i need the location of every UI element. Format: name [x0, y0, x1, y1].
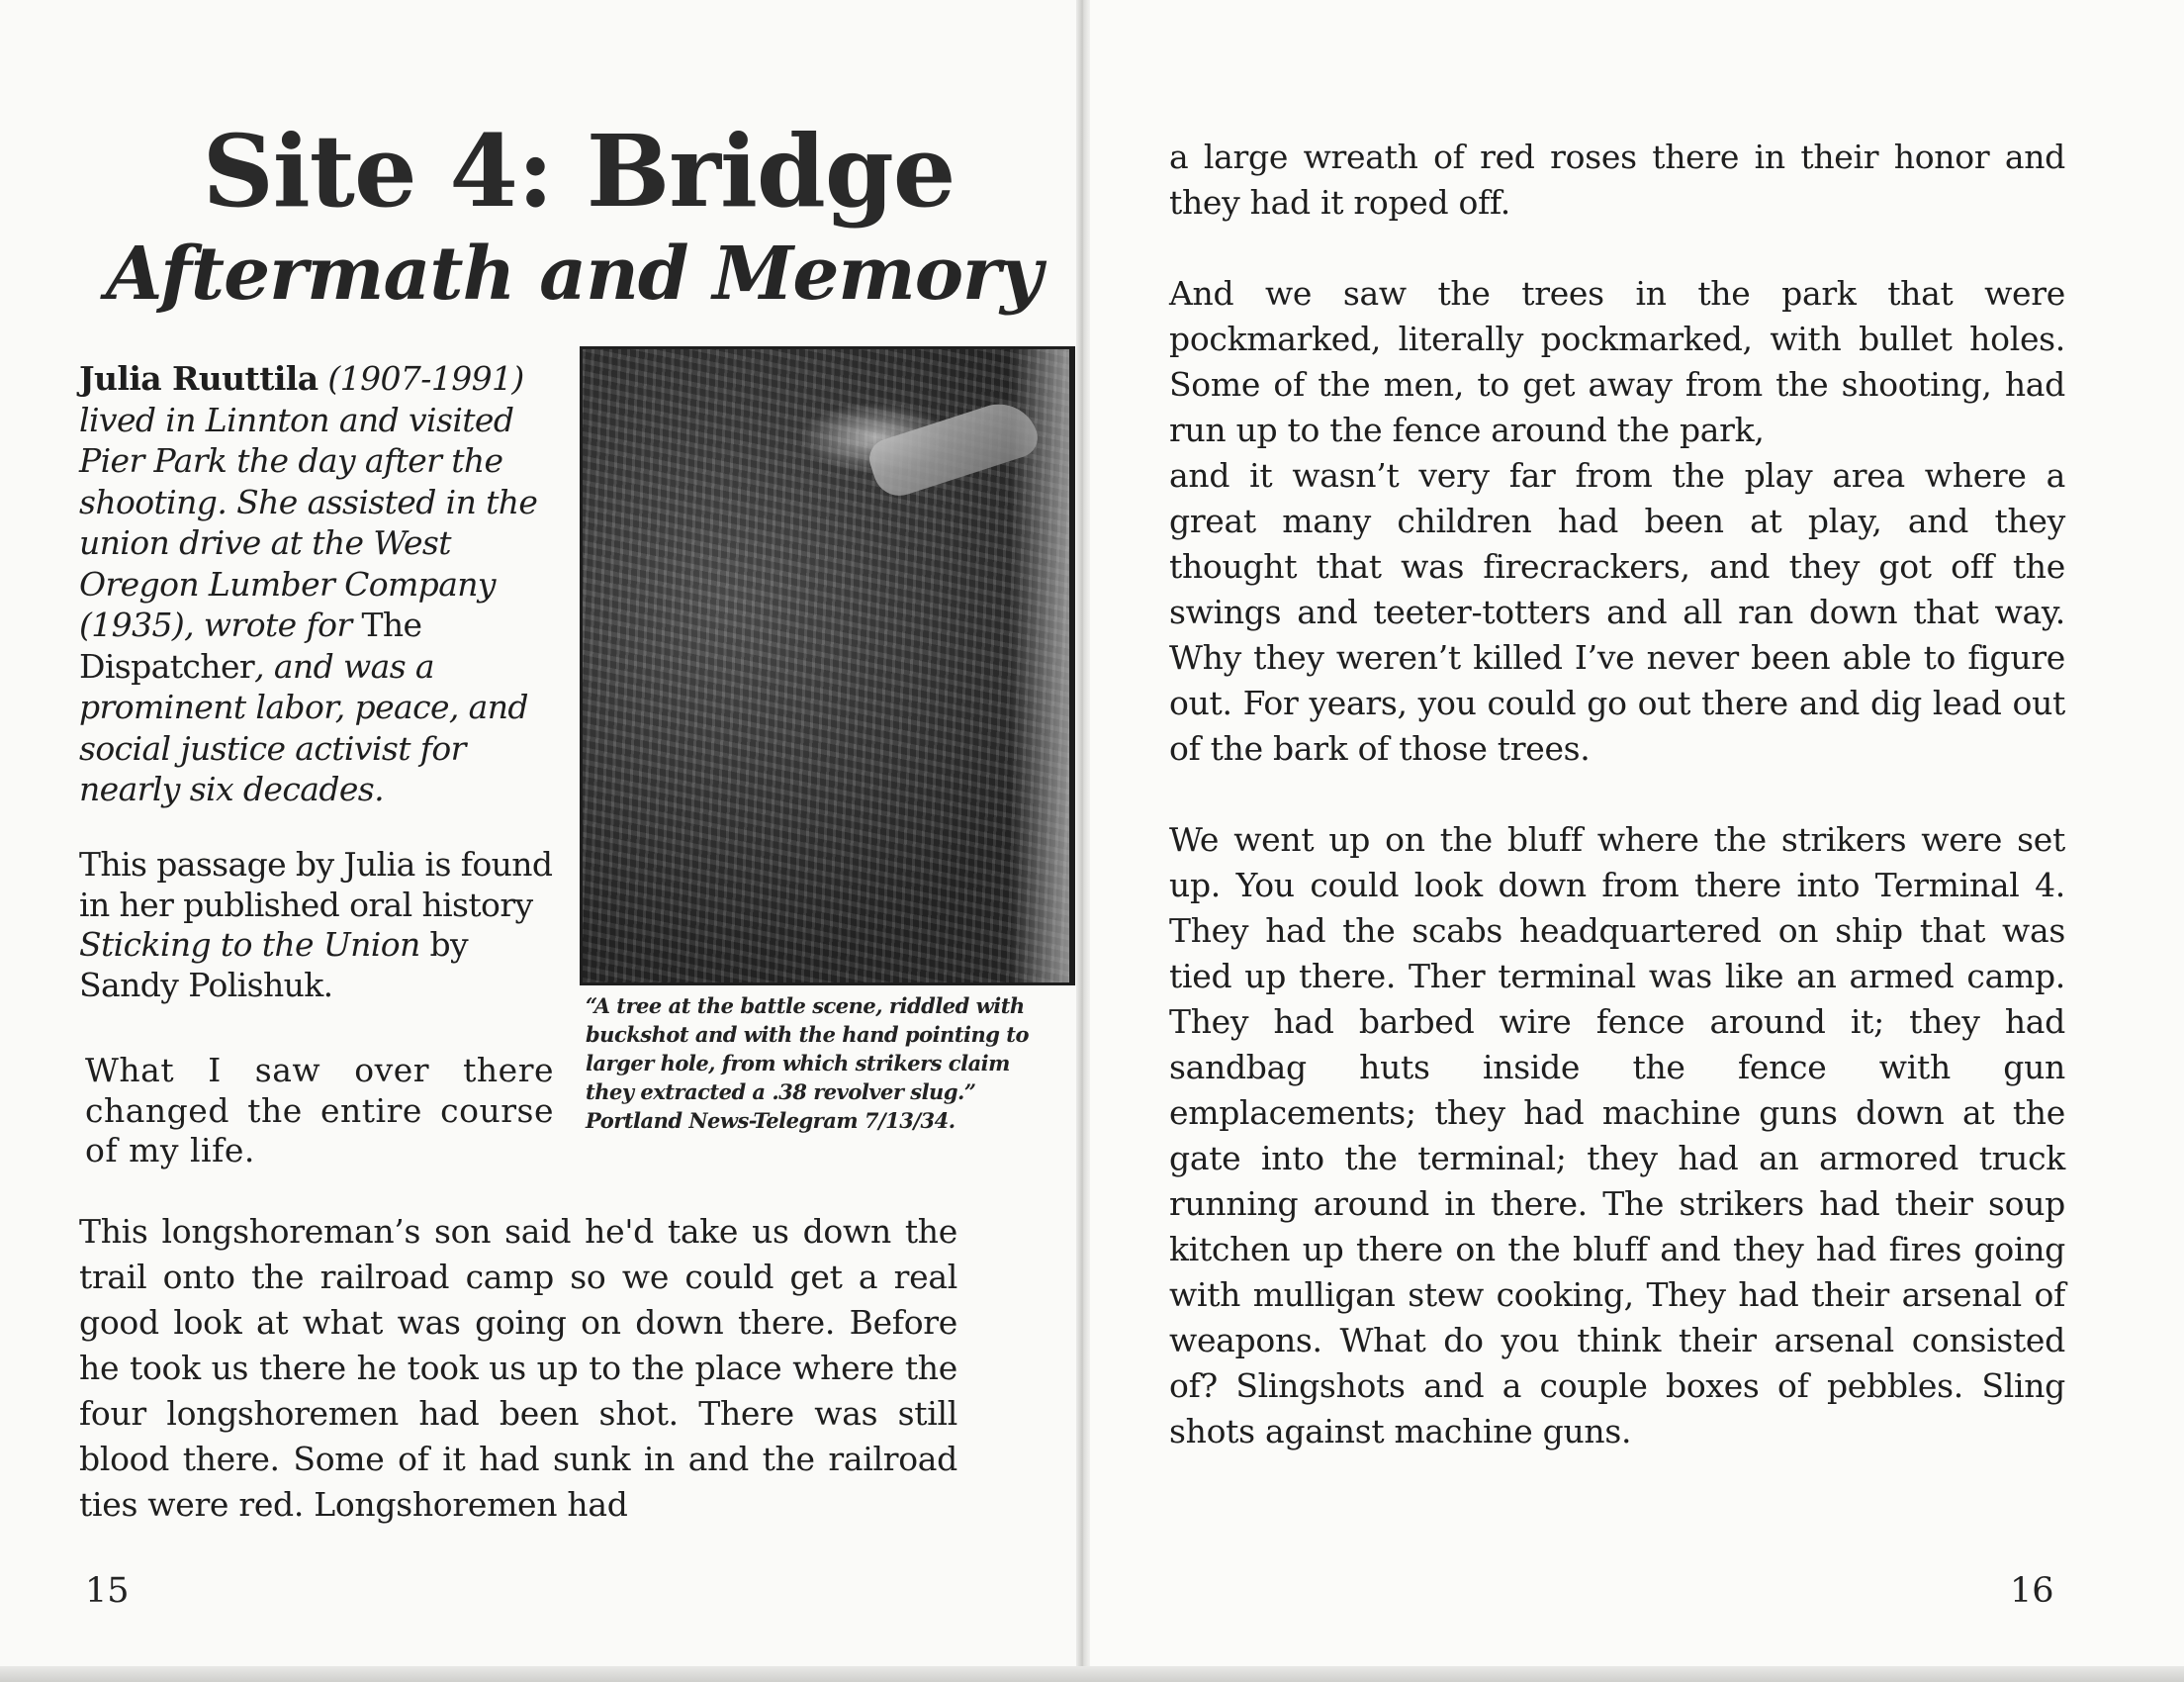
source-paragraph — [79, 845, 574, 1005]
body-paragraph: This longshoreman’s son said he'd take us down the trail onto the railroad camp so we could get a real good look at what was going on down there. Before he took us there he took us up to the place where the four longshoremen had been shot. There was still blood there. Some of it had sunk in and the railroad ties were red. Longshoremen had — [79, 1212, 957, 1524]
source-text-a: This passage by Julia is found in her published oral history — [79, 845, 553, 924]
bio-publication: The Dispatcher — [79, 606, 422, 686]
page-subtitle: Aftermath and Memory — [105, 232, 1043, 317]
paragraph-text: And we saw the trees in the park that were pockmarked, literally pockmarked, with bullet holes. Some of the men, to get away from the shooting, had run up to the fence around the park, — [1169, 274, 2065, 449]
right-paragraph-3 — [1169, 817, 2065, 1454]
bio-name: Julia Ruuttila — [79, 359, 318, 398]
photo-light-edge — [1010, 349, 1069, 982]
page-number-right: 16 — [2010, 1571, 2054, 1611]
paragraph-text: and it wasn’t very far from the play area where a great many children had been at play, and they thought that was firecrackers, and they got off the swings and teeter-totters and all ran down that way. Why they weren’t killed I’ve never been able to figure out. For years, you could go out there and dig lead out of the bark of those trees. — [1169, 456, 2065, 768]
source-text-b: by Sandy Polishuk. — [79, 925, 469, 1004]
bio-text-b: , and was a prominent labor, peace, and social justice activist for nearly six decades. — [79, 646, 528, 808]
tree-photo — [580, 346, 1075, 985]
bio-text-a: lived in Linnton and visited Pier Park the day after the shooting. She assisted in the union drive at the West Oregon Lumber Company (1935), wrote for — [79, 400, 538, 644]
paragraph-text: a large wreath of red roses there in their honor and they had it roped off. — [1169, 138, 2065, 222]
quote-intro: What I saw over there changed the entire course of my life. — [85, 1051, 554, 1169]
source-book-title: Sticking to the Union — [79, 925, 420, 964]
paragraph-text: We went up on the bluff where the strikers were set up. You could look down from there into Terminal 4. They had the scabs headquartered on ship that was tied up there. Ther terminal was like an armed camp. They had barbed wire fence around it; they had sandbag huts inside the fence with gun emplacements; they had machine guns down at the gate into the terminal; they had an armored truck running around in there. The strikers had their soup kitchen up there on the bluff and they had fires going with mulligan stew cooking, They had their arsenal of weapons. What do you think their arsenal consisted of? Slingshots and a couple boxes of pebbles. Sling shots against machine guns. — [1169, 820, 2065, 1450]
bio-paragraph — [79, 358, 574, 810]
page-number-left: 15 — [85, 1571, 130, 1611]
page-title: Site 4: Bridge — [202, 113, 956, 230]
body-text-left — [79, 1209, 957, 1528]
bio-years: (1907-1991) — [318, 359, 524, 398]
right-paragraph-1 — [1169, 135, 2065, 226]
photo-caption: “A tree at the battle scene, riddled with buckshot and with the hand pointing to larger hole, from which strikers claim they extracted a .38 revolver slug.” Portland News-Telegram 7/13/34. — [586, 993, 1029, 1133]
scan-bottom-edge — [0, 1666, 2184, 1682]
right-paragraph-2 — [1169, 271, 2065, 772]
